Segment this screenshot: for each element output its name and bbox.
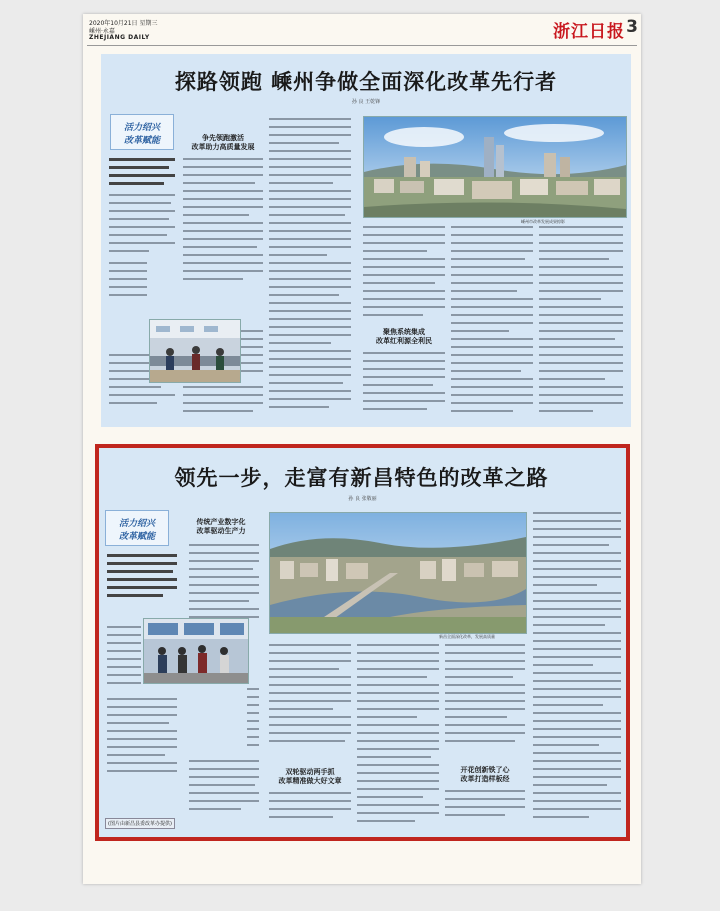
top-article-byline: 孙 良 王乾锋 — [351, 99, 381, 105]
bottom-column-2 — [269, 644, 351, 764]
bottom-column-2b — [269, 792, 351, 832]
bottom-subhead-2: 双轮驱动两手抓 改革精准做大好文章 — [278, 768, 342, 785]
city-river-image — [270, 513, 526, 633]
bottom-column-3 — [357, 644, 439, 834]
bottom-article-title: 领先一步，走富有新昌特色的改革之路 — [174, 466, 549, 490]
masthead — [83, 14, 641, 46]
bottom-lead-text — [107, 554, 177, 614]
top-column-2 — [269, 118, 351, 418]
top-column-3b — [363, 352, 445, 422]
top-subhead-1: 争先领跑激活 改革助力高质量发展 — [191, 134, 255, 151]
bottom-left-column — [107, 626, 141, 806]
bottom-section-badge — [105, 510, 169, 546]
top-section-badge — [110, 114, 174, 150]
top-subhead-2: 聚焦系统集成 改革红利源全利民 — [376, 328, 432, 345]
bottom-photo-caption: 新昌全面深化改革，发展高质量 — [439, 634, 495, 639]
bottom-subhead-3: 开花创新铁了心 改革打造样板经 — [460, 766, 510, 783]
bottom-column-1 — [189, 544, 259, 814]
bottom-column-4b — [445, 790, 525, 830]
top-column-1 — [183, 158, 263, 418]
top-city-photo — [363, 116, 627, 218]
badge-line-1: 活力绍兴 — [118, 519, 155, 529]
bottom-column-5 — [533, 512, 621, 832]
bottom-column-4 — [445, 644, 525, 764]
bottom-article-byline: 孙 良 张敬丽 — [348, 496, 377, 502]
top-article — [101, 54, 631, 427]
bottom-photo-credit: (图片由新昌县委改革办提供) — [105, 818, 175, 829]
page-number: 3 — [626, 17, 638, 37]
city-skyline-image — [364, 117, 626, 217]
top-column-4 — [451, 226, 533, 421]
newspaper-page — [83, 14, 641, 884]
badge-line-2: 改革赋能 — [123, 136, 160, 146]
masthead-divider — [87, 45, 637, 46]
bottom-city-photo — [269, 512, 527, 634]
top-article-title: 探路领跑 嵊州争做全面深化改革先行者 — [174, 70, 558, 94]
bottom-subhead-1: 传统产业数字化 改革驱动生产力 — [196, 518, 246, 535]
badge-line-2: 改革赋能 — [118, 532, 155, 542]
edition-name: 嵊州·永嘉 — [89, 28, 115, 35]
top-photo-caption: 嵊州市改革发展成果掠影 — [521, 219, 565, 224]
badge-line-1: 活力绍兴 — [123, 123, 160, 133]
issue-date: 2020年10月21日 星期三 — [89, 20, 158, 27]
bottom-article — [95, 444, 630, 841]
newspaper-logo: 浙江日报 — [553, 22, 625, 42]
top-column-5 — [539, 226, 623, 421]
daily-name: ZHEJIANG DAILY — [89, 34, 150, 41]
